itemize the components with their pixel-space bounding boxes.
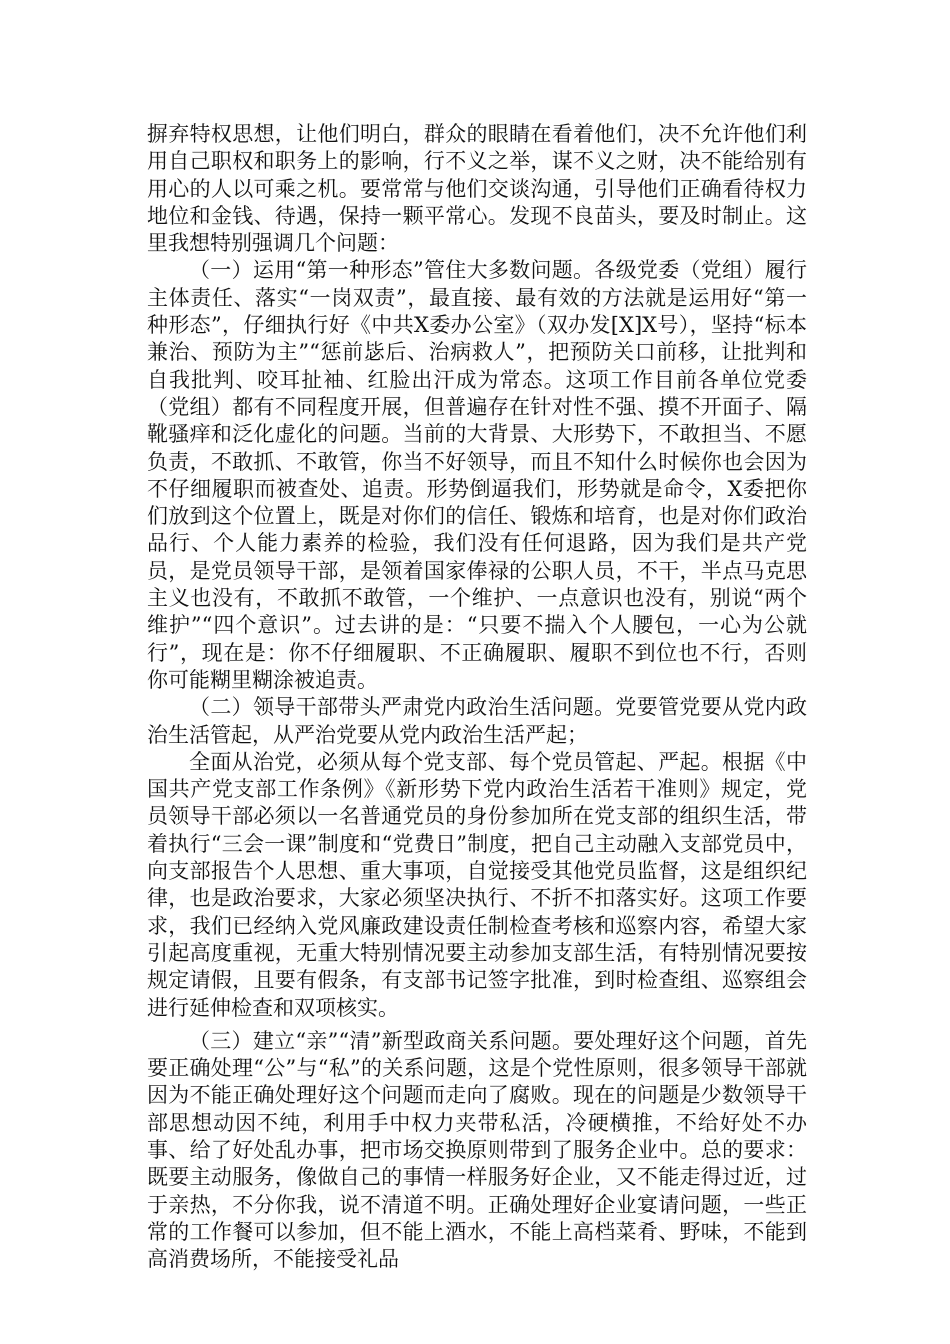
paragraph-section-1: （一）运用“第一种形态”管住大多数问题。各级党委（党组）履行主体责任、落实“一岗双责”，最直接、最有效的方法就是运用好“第一种形态”，仔细执行好《中共X委办公室》（双办发[X]X号），坚持“标本兼治、预防为主”“惩前毖后、治病救人”，把预防关口前移，让批判和自我批判、咬耳扯袖、红脸出汗成为常态。这项工作目前各单位党委（党组）都有不同程度开展，但普遍存在针对性不强、摸不开面子、隔靴骚痒和泛化虚化的问题。当前的大背景、大形势下，不敢担当、不愿负责，不敢抓、不敢管，你当不好领导，而且不知什么时候你也会因为不仔细履职而被查处、追责。形势倒逼我们，形势就是命令，X委把你们放到这个位置上，既是对你们的信任、锻炼和培育，也是对你们政治品行、个人能力素养的检验，我们没有任何退路，因为我们是共产党员，是党员领导干部，是领着国家俸禄的公职人员，不干，半点马克思主义也没有，不敢抓不敢管，一个维护、一点意识也没有，别说“两个维护”“四个意识”。过去讲的是：“只要不揣入个人腰包，一心为公就行”，现在是：你不仔细履职、不正确履职、履职不到位也不行，否则你可能糊里糊涂被追责。 (147, 258, 807, 692)
paragraph-intro: 摒弃特权思想，让他们明白，群众的眼睛在看着他们，决不允许他们利用自己职权和职务上的影响，行不义之举，谋不义之财，决不能给别有用心的人以可乘之机。要常常与他们交谈沟通，引导他们正确看待权力地位和金钱、待遇，保持一颗平常心。发现不良苗头，要及时制止。这里我想特别强调几个问题： (147, 122, 807, 256)
document-body (147, 121, 807, 1273)
paragraph-section-2-body: 全面从治党，必须从每个党支部、每个党员管起、严起。根据《中国共产党支部工作条例》《新形势下党内政治生活若干准则》规定，党员领导干部必须以一名普通党员的身份参加所在党支部的组织生活，带着执行“三会一课”制度和“党费日”制度，把自己主动融入支部党员中，向支部报告个人思想、重大事项，自觉接受其他党员监督，这是组织纪律，也是政治要求，大家必须坚决执行、不折不扣落实好。这项工作要求，我们已经纳入党风廉政建设责任制检查考核和巡察内容，希望大家引起高度重视，无重大特别情况要主动参加支部生活，有特别情况要按规定请假，且要有假条，有支部书记签字批准，到时检查组、巡察组会进行延伸检查和双项核实。 (147, 749, 807, 1020)
paragraph-section-3: （三）建立“亲”“清”新型政商关系问题。要处理好这个问题，首先要正确处理“公”与“私”的关系问题，这是个党性原则，很多领导干部就因为不能正确处理好这个问题而走向了腐败。现在的问题是少数领导干部思想动因不纯，利用手中权力夹带私活，冷硬横推，不给好处不办事、给了好处乱办事，把市场交换原则带到了服务企业中。总的要求：既要主动服务，像做自己的事情一样服务好企业，又不能走得过近，过于亲热，不分你我，说不清道不明。正确处理好企业宴请问题，一些正常的工作餐可以参加，但不能上酒水，不能上高档菜肴、野味，不能到高消费场所，不能接受礼品 (147, 1028, 807, 1272)
paragraph-section-2: （二）领导干部带头严肃党内政治生活问题。党要管党要从党内政治生活管起，从严治党要从党内政治生活严起； (147, 695, 807, 747)
